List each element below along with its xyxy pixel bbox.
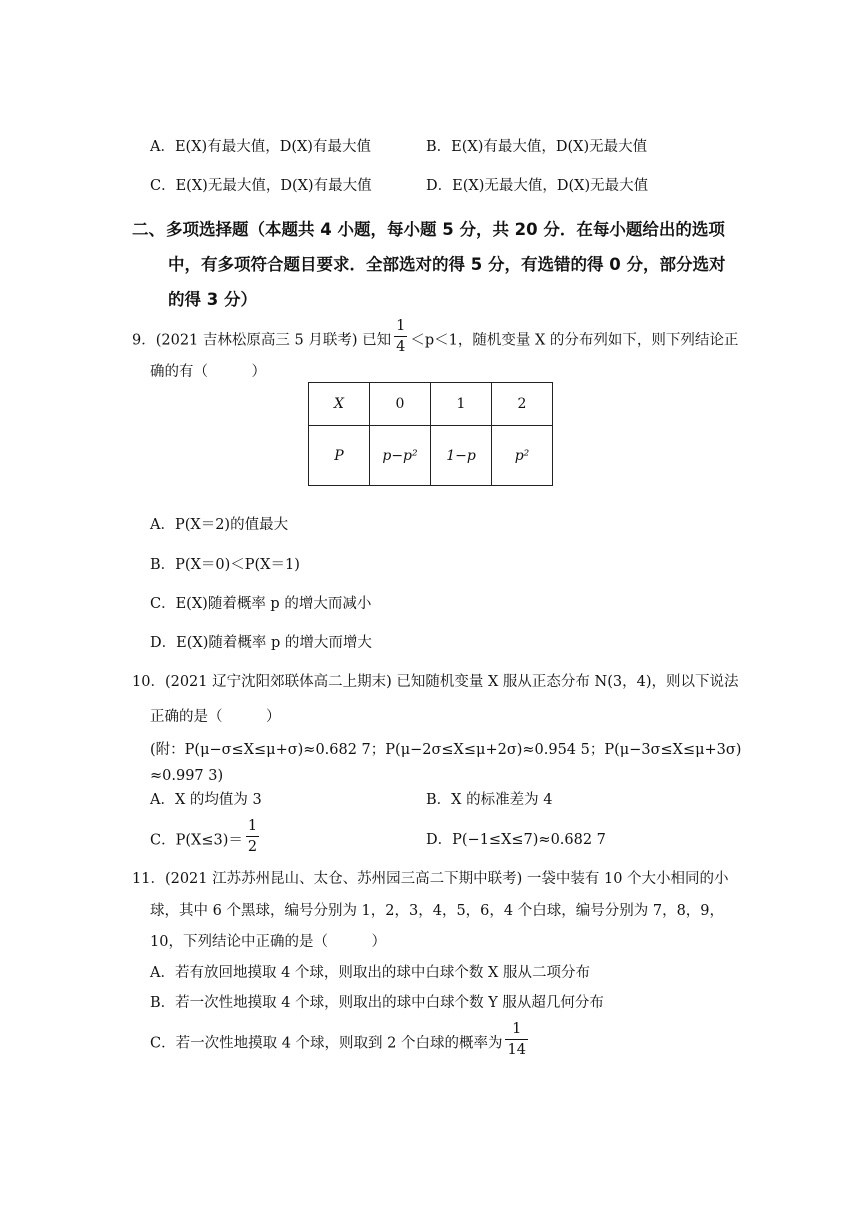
q11-stem-line3: 10，下列结论中正确的是（ ） xyxy=(150,934,386,950)
q11-stem-line2: 球，其中 6 个黑球，编号分别为 1，2，3，4，5，6，4 个白球，编号分别为 7，8，9， xyxy=(150,903,725,919)
q10-option-c-prefix: C．P(X≤3)＝ xyxy=(150,832,243,849)
table-row-header xyxy=(309,383,553,426)
q9-frac-num: 1 xyxy=(394,317,407,337)
q11-option-b: B．若一次性地摸取 4 个球，则取出的球中白球个数 Y 服从超几何分布 xyxy=(150,995,604,1011)
table-cell: X xyxy=(309,383,370,426)
q10-stem-line1: 10．(2021 辽宁沈阳郊联体高二上期末) 已知随机变量 X 服从正态分布 N(3，4)，则以下说法 xyxy=(132,674,739,690)
q10-note-line2: ≈0.997 3) xyxy=(150,768,224,784)
section-instructions: 多项选择题（本题共 4 小题，每小题 5 分，共 20 分．在每小题给出的选项中，有多项符合题目要求．全部选对的得 5 分，有选错的得 0 分，部分选对的得 3 分） xyxy=(166,220,726,309)
q11-stem-line1: 11．(2021 江苏苏州昆山、太仓、苏州园三高二下期中联考) 一袋中装有 10 个大小相同的小 xyxy=(132,871,729,887)
q10-stem-line2: 正确的是（ ） xyxy=(150,709,281,725)
q10-option-b: B．X 的标准差为 4 xyxy=(426,792,553,808)
q11-option-c-prefix: C．若一次性地摸取 4 个球，则取到 2 个白球的概率为 xyxy=(150,1035,503,1052)
section-number: 二、 xyxy=(132,220,165,239)
q9-option-d: D．E(X)随着概率 p 的增大而增大 xyxy=(150,635,372,651)
table-cell: 0 xyxy=(370,383,431,426)
q10-option-c-fraction xyxy=(246,817,259,856)
table-cell: P xyxy=(309,426,370,486)
table-cell: p−p² xyxy=(370,426,431,486)
q9-option-b: B．P(X＝0)＜P(X＝1) xyxy=(150,557,300,573)
q10-note-line1: (附：P(μ−σ≤X≤μ+σ)≈0.682 7；P(μ−2σ≤X≤μ+2σ)≈0.954 5；P(μ−3σ≤X≤μ+3σ) xyxy=(150,742,742,758)
q10-frac-num: 1 xyxy=(246,817,259,837)
q9-stem-line2: 确的有（ ） xyxy=(150,364,266,380)
q10-frac-den: 2 xyxy=(247,839,258,855)
table-cell: 1 xyxy=(431,383,492,426)
q9-stem-prefix: 9．(2021 吉林松原高三 5 月联考) 已知 xyxy=(132,332,392,349)
section-heading xyxy=(132,212,732,317)
q8-option-d: D．E(X)无最大值，D(X)无最大值 xyxy=(426,178,649,194)
q11-frac-num: 1 xyxy=(505,1020,527,1040)
q9-fraction xyxy=(394,317,407,356)
table-row-prob xyxy=(309,426,553,486)
q10-option-a: A．X 的均值为 3 xyxy=(150,792,262,808)
q11-option-c-fraction xyxy=(505,1020,527,1059)
q8-option-a: A．E(X)有最大值，D(X)有最大值 xyxy=(150,139,371,155)
q11-option-c xyxy=(150,1021,531,1063)
q9-option-c: C．E(X)随着概率 p 的增大而减小 xyxy=(150,596,372,612)
q11-frac-den: 14 xyxy=(507,1042,526,1058)
q8-option-c: C．E(X)无最大值，D(X)有最大值 xyxy=(150,178,372,194)
q10-option-d: D．P(−1≤X≤7)≈0.682 7 xyxy=(426,832,606,848)
distribution-table xyxy=(308,382,553,486)
table-cell: 1−p xyxy=(431,426,492,486)
q10-option-c xyxy=(150,818,262,860)
table-cell: p² xyxy=(492,426,553,486)
q8-option-b: B．E(X)有最大值，D(X)无最大值 xyxy=(426,139,648,155)
q11-option-a: A．若有放回地摸取 4 个球，则取出的球中白球个数 X 服从二项分布 xyxy=(150,965,590,981)
q9-stem-line1 xyxy=(132,318,739,360)
table-cell: 2 xyxy=(492,383,553,426)
q9-frac-den: 4 xyxy=(396,339,406,355)
q9-stem-suffix: ＜p＜1，随机变量 X 的分布列如下，则下列结论正 xyxy=(410,332,739,349)
q9-option-a: A．P(X＝2)的值最大 xyxy=(150,517,289,533)
